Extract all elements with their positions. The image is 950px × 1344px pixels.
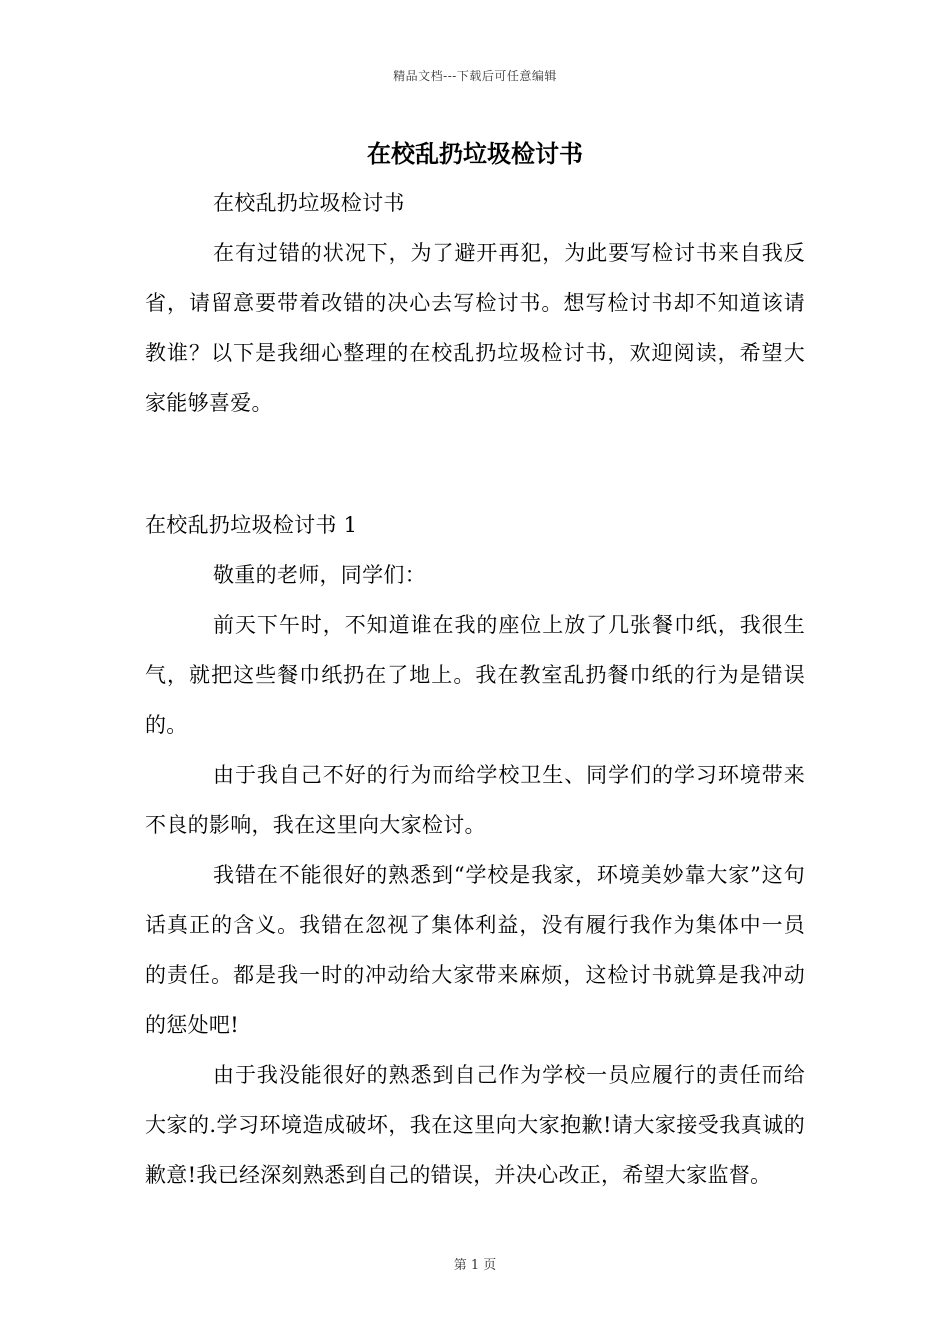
document-subtitle: 在校乱扔垃圾检讨书: [213, 191, 405, 215]
page-number: 第 1 页: [453, 1258, 497, 1273]
body-paragraph: 前天下午时，不知道谁在我的座位上放了几张餐巾纸，我很生气，就把这些餐巾纸扔在了地上。我在教室乱扔餐巾纸的行为是错误的。: [145, 613, 805, 737]
intro-paragraph: 在有过错的状况下，为了避开再犯，为此要写检讨书来自我反省，请留意要带着改错的决心去写检讨书。想写检讨书却不知道该请教谁？以下是我细心整理的在校乱扔垃圾检讨书，欢迎阅读，希望大家能够喜爱。: [145, 241, 805, 415]
greeting: 敬重的老师，同学们：: [213, 563, 426, 587]
body-paragraph: 由于我自己不好的行为而给学校卫生、同学们的学习环境带来不良的影响，我在这里向大家检讨。: [145, 763, 805, 837]
header-note: 精品文档---下载后可任意编辑: [393, 69, 557, 83]
section-heading: 在校乱扔垃圾检讨书 1: [145, 513, 358, 537]
body-paragraph: 我错在不能很好的熟悉到“学校是我家，环境美妙靠大家”这句话真正的含义。我错在忽视了集体利益，没有履行我作为集体中一员的责任。都是我一时的冲动给大家带来麻烦，这检讨书就算是我冲动的惩处吧!: [145, 863, 805, 1037]
document-title: 在校乱扔垃圾检讨书: [367, 139, 583, 168]
body-paragraph: 由于我没能很好的熟悉到自己作为学校一员应履行的责任而给大家的.学习环境造成破坏，我在这里向大家抱歉!请大家接受我真诚的歉意!我已经深刻熟悉到自己的错误，并决心改正，希望大家监督。: [145, 1063, 805, 1187]
document-body: [145, 178, 805, 1200]
blank-line: [145, 428, 805, 478]
